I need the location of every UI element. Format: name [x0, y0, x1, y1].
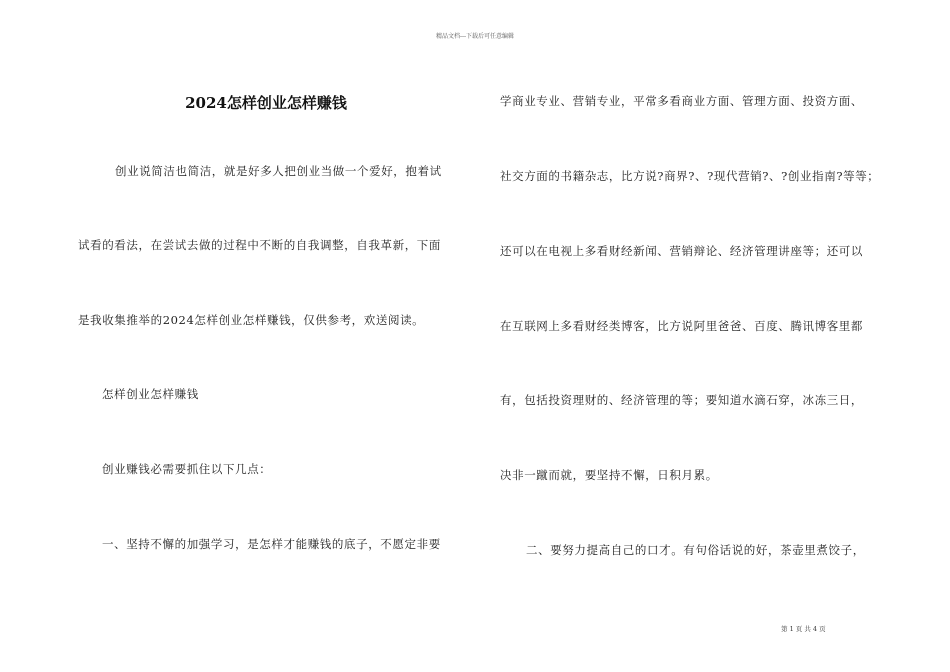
section-heading: 怎样创业怎样赚钱: [102, 387, 199, 401]
right-paragraph-line: 有，包括投资理财的、经济管理的等；要知道水滴石穿，冰冻三日，: [500, 393, 863, 407]
right-paragraph-line: 二、要努力提高自己的口才。有句俗话说的好，茶壶里煮饺子，: [526, 543, 865, 557]
document-title: 2024怎样创业怎样赚钱: [185, 94, 347, 112]
document-header-note: 精品文档---下载后可任意编辑: [435, 33, 515, 40]
right-paragraph-line: 决非一蹴而就，要坚持不懈，日积月累。: [500, 468, 718, 482]
left-paragraph-line: 创业说简洁也简洁，就是好多人把创业当做一个爱好，抱着试: [115, 164, 442, 178]
left-paragraph-line: 是我收集推举的2024怎样创业怎样赚钱，仅供参考，欢送阅读。: [78, 313, 425, 327]
right-paragraph-line: 社交方面的书籍杂志，比方说?商界?、?现代营销?、?创业指南?等等；: [500, 169, 880, 183]
right-paragraph-line: 学商业专业、营销专业，平常多看商业方面、管理方面、投资方面、: [500, 94, 863, 108]
right-paragraph-line: 还可以在电视上多看财经新闻、营销辩论、经济管理讲座等；还可以: [500, 244, 863, 258]
right-paragraph-line: 在互联网上多看财经类博客，比方说阿里爸爸、百度、腾讯博客里都: [500, 319, 863, 333]
left-paragraph-line: 一、坚持不懈的加强学习，是怎样才能赚钱的底子，不愿定非要: [102, 537, 441, 551]
left-paragraph-line: 创业赚钱必需要抓住以下几点：: [102, 462, 272, 476]
left-paragraph-line: 试看的看法，在尝试去做的过程中不断的自我调整，自我革新，下面: [78, 238, 441, 252]
page-number-footer: 第 1 页 共 4 页: [781, 625, 826, 633]
